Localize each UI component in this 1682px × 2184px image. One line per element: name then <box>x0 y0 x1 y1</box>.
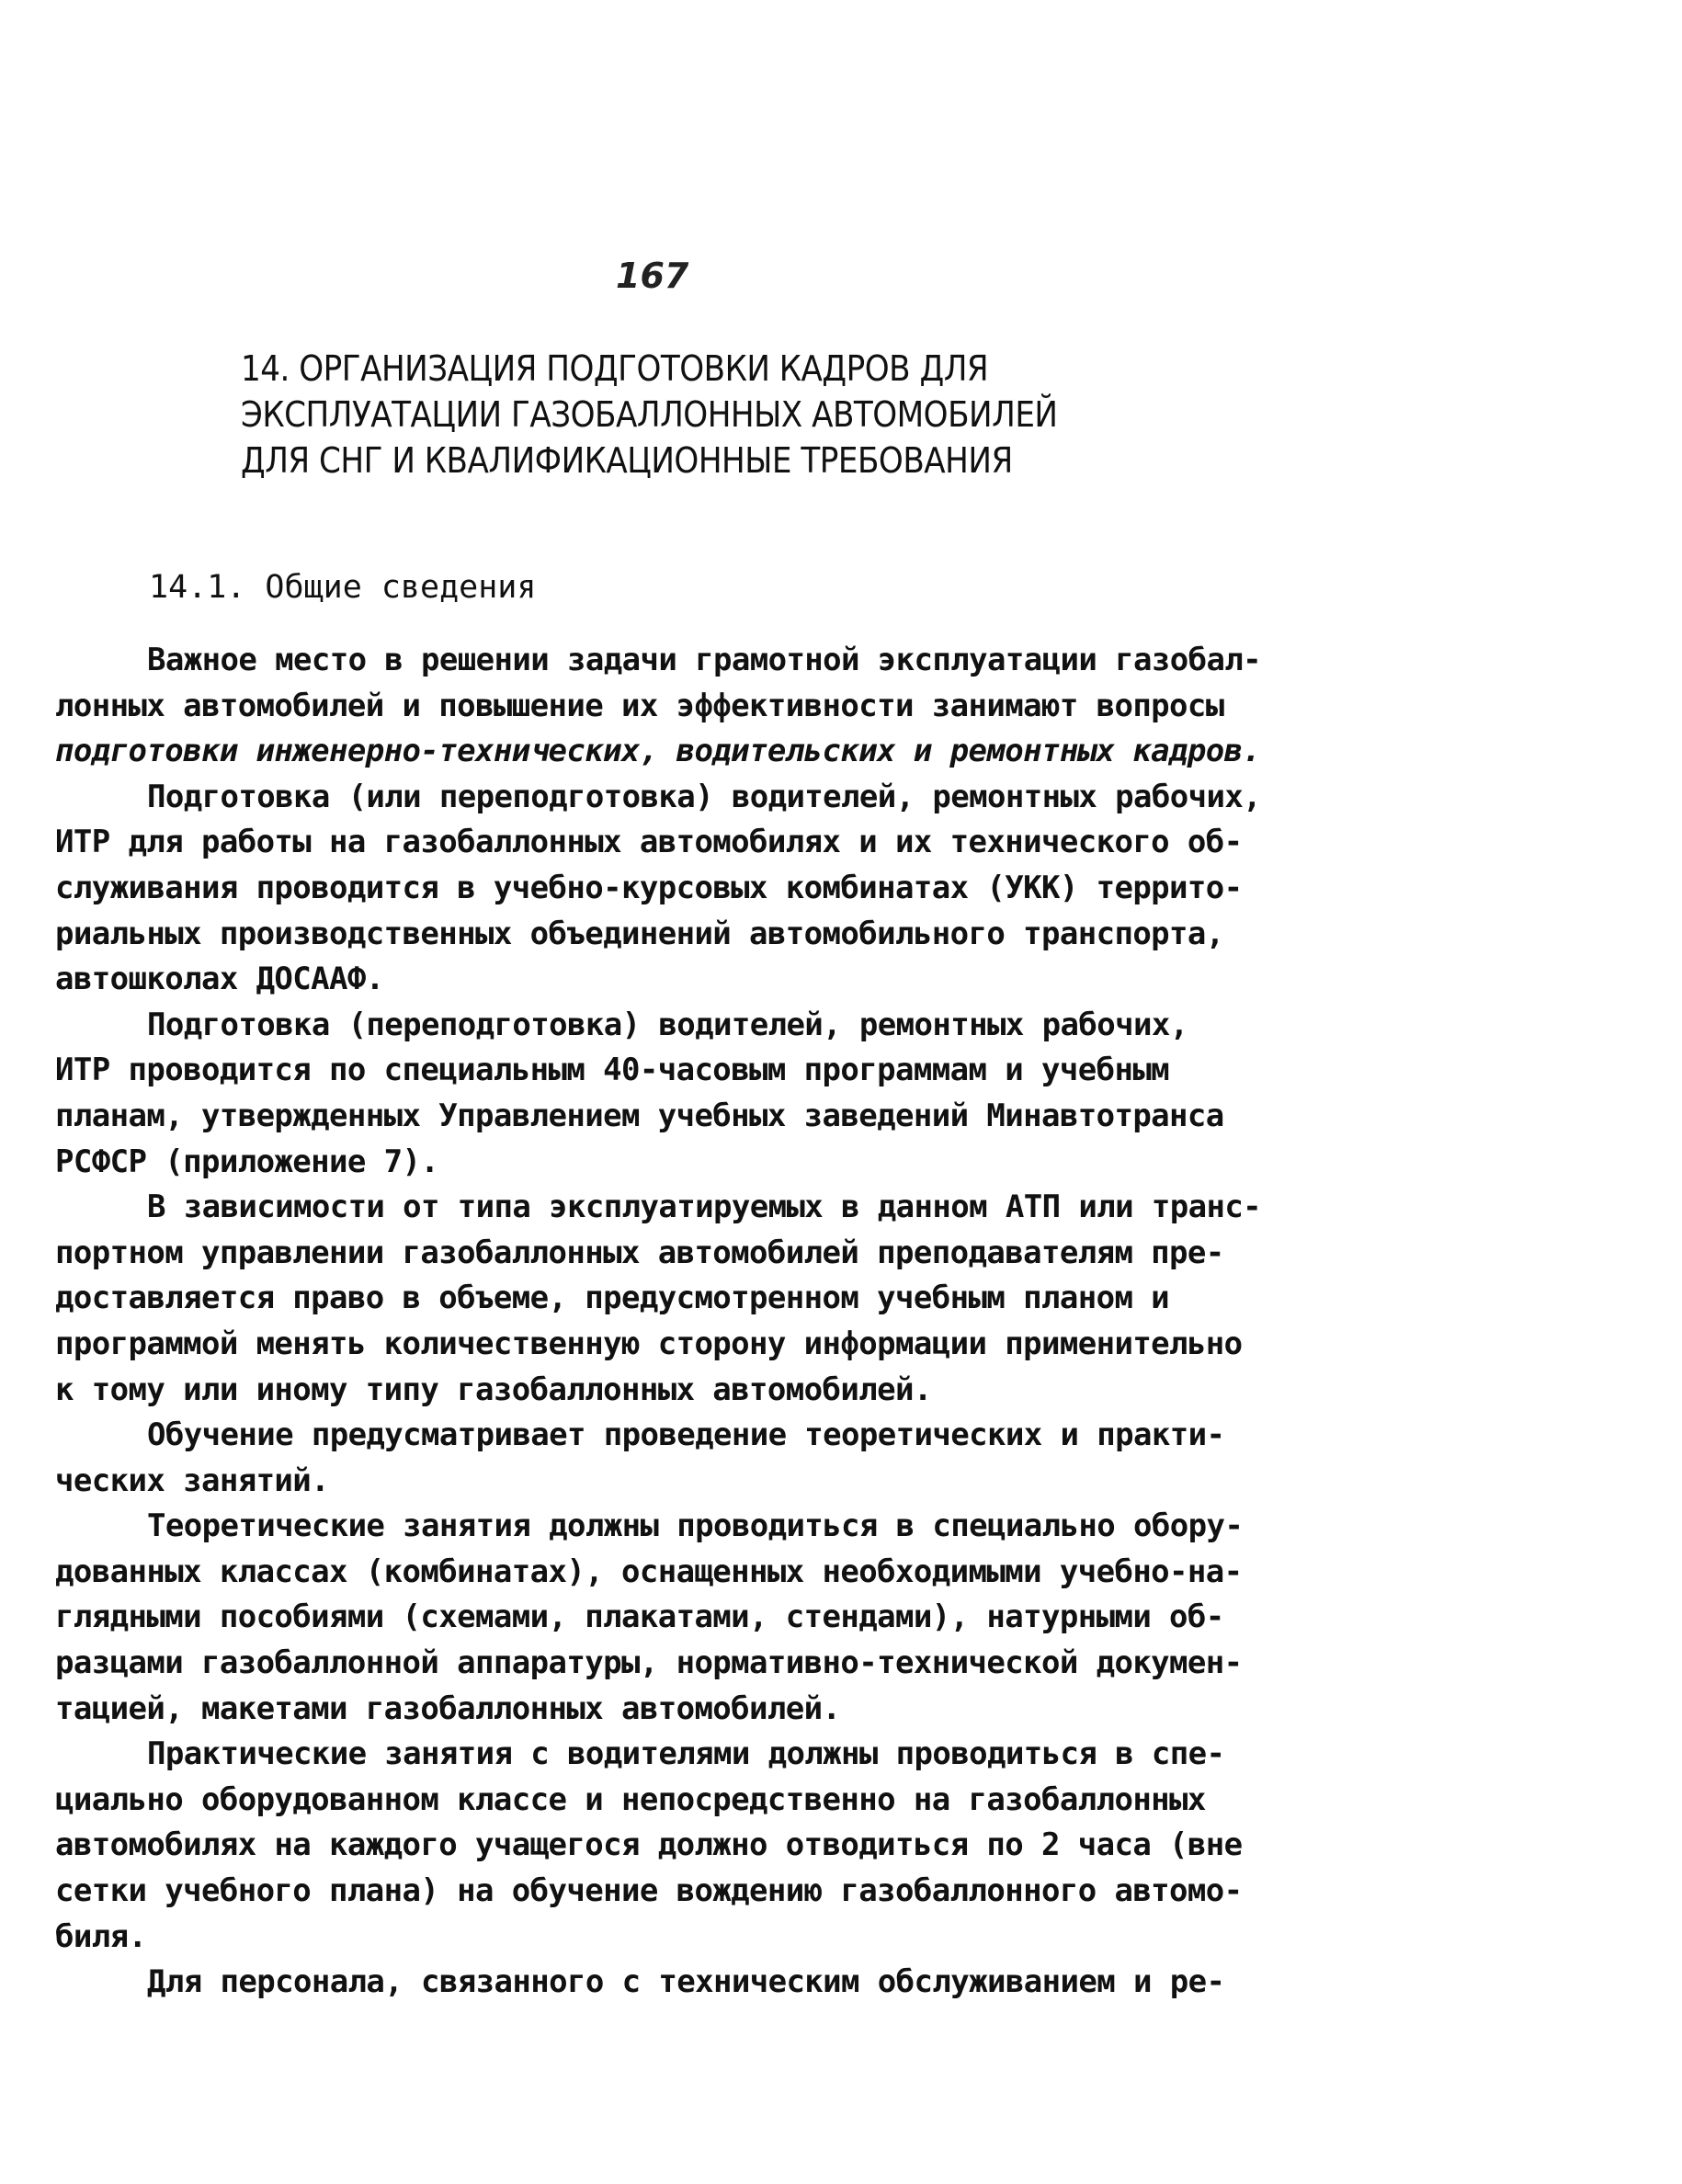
chapter-title <box>241 346 1344 483</box>
body-line: планам, утвержденных Управлением учебных заведений Минавтотранса <box>55 1097 1224 1134</box>
body-line: ческих занятий. <box>55 1462 330 1499</box>
body-line: сетки учебного плана) на обучение вождению газобаллонного автомо- <box>55 1872 1243 1910</box>
chapter-title-line: ДЛЯ СНГ И КВАЛИФИКАЦИОННЫЕ ТРЕБОВАНИЯ <box>241 440 1013 481</box>
section-title: 14.1. Общие сведения <box>149 569 537 606</box>
body-line: В зависимости от типа эксплуатируемых в данном АТП или транс- <box>147 1189 1262 1226</box>
body-line: биля. <box>55 1917 147 1955</box>
body-line: автошколах ДОСААФ. <box>55 961 384 998</box>
body-line: Важное место в решении задачи грамотной эксплуатации газобал- <box>147 642 1262 678</box>
body-line: доставляется право в объеме, предусмотренном учебным планом и <box>55 1280 1170 1317</box>
page-number: 167 <box>616 256 689 296</box>
body-line: автомобилях на каждого учащегося должно отводиться по 2 часа (вне <box>55 1826 1243 1864</box>
body-line: Практические занятия с водителями должны проводиться в спе- <box>147 1735 1225 1773</box>
body-line: глядными пособиями (схемами, плакатами, стендами), натурными об- <box>55 1598 1224 1636</box>
body-line: к тому или иному типу газобаллонных автомобилей. <box>55 1371 932 1408</box>
body-line: Подготовка (или переподготовка) водителей, ремонтных рабочих, <box>147 778 1262 815</box>
body-line: ИТР проводится по специальным 40-часовым программам и учебным <box>55 1052 1170 1089</box>
body-text <box>55 638 1305 2006</box>
body-line: РСФСР (приложение 7). <box>55 1143 439 1180</box>
body-line: лонных автомобилей и повышение их эффективности занимают вопросы <box>55 687 1224 724</box>
body-line: служивания проводится в учебно-курсовых комбинатах (УКК) террито- <box>55 869 1243 906</box>
body-line: подготовки инженерно-технических, водительских и ремонтных кадров. <box>55 733 1261 770</box>
body-line: риальных производственных объединений автомобильного транспорта, <box>55 915 1224 952</box>
body-line: портном управлении газобаллонных автомобилей преподавателям пре- <box>55 1234 1224 1271</box>
body-line: тацией, макетами газобаллонных автомобилей. <box>55 1689 841 1727</box>
body-line: Подготовка (переподготовка) водителей, ремонтных рабочих, <box>147 1006 1188 1043</box>
body-line: Теоретические занятия должны проводиться в специально обору- <box>147 1507 1244 1545</box>
body-line: программой менять количественную сторону информации применительно <box>55 1325 1243 1362</box>
body-line: циально оборудованном классе и непосредственно на газобаллонных <box>55 1780 1206 1818</box>
body-line: Обучение предусматривает проведение теоретических и практи- <box>147 1416 1225 1454</box>
body-line: дованных классах (комбинатах), оснащенных необходимыми учебно-на- <box>55 1553 1243 1590</box>
body-line: ИТР для работы на газобаллонных автомобилях и их технического об- <box>55 824 1243 861</box>
chapter-title-line: ЭКСПЛУАТАЦИИ ГАЗОБАЛЛОННЫХ АВТОМОБИЛЕЙ <box>241 394 1058 435</box>
body-line: разцами газобаллонной аппаратуры, нормативно-технической докумен- <box>55 1644 1243 1682</box>
chapter-title-line: 14. ОРГАНИЗАЦИЯ ПОДГОТОВКИ КАДРОВ ДЛЯ <box>241 348 989 389</box>
body-line: Для персонала, связанного с техническим обслуживанием и ре- <box>147 1963 1225 2001</box>
